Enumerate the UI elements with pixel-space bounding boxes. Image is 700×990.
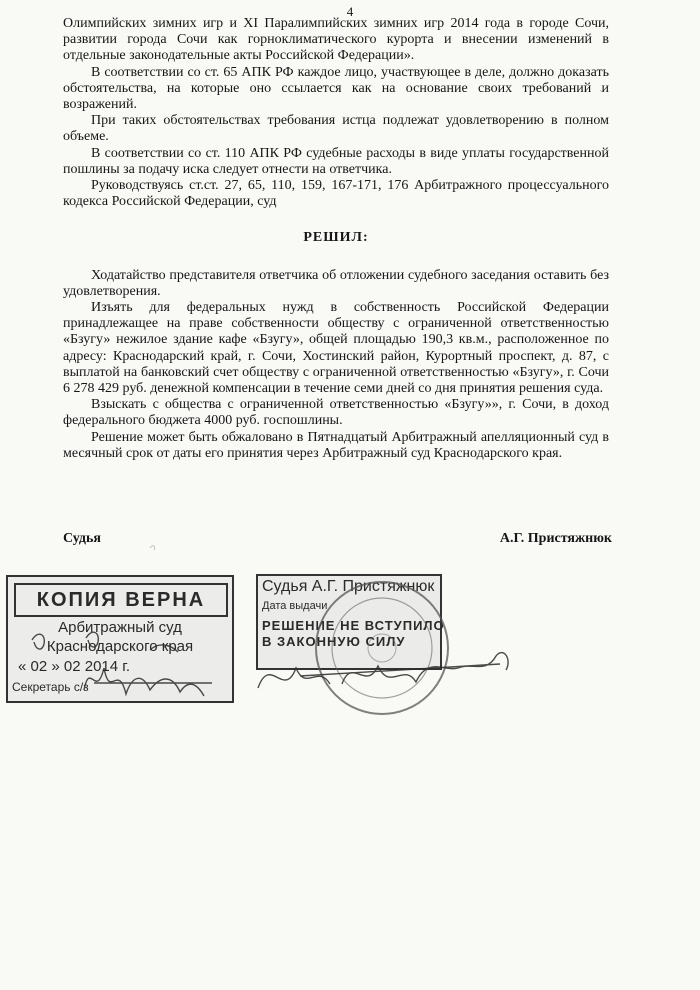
signature-name: А.Г. Пристяжнюк xyxy=(499,531,612,546)
paragraph: Руководствуясь ст.ст. 27, 65, 110, 159, 167-171, 176 Арбитражного процессуального кодекса Российской Федерации, суд xyxy=(63,178,609,210)
paragraph: В соответствии со ст. 65 АПК РФ каждое лицо, участвующее в деле, должно доказать обстоятельства, на которые оно ссылается как на основание своих требований и возражений. xyxy=(63,64,609,113)
decision-heading: РЕШИЛ: xyxy=(303,230,369,246)
stamp-secretary: Секретарь с/з xyxy=(12,680,89,694)
decision-paragraph: Взыскать с общества с ограниченной ответственностью «Бзугу»», г. Сочи, в доход федерального бюджета 4000 руб. госпошлины. xyxy=(63,397,609,429)
stamp-title: КОПИЯ ВЕРНА xyxy=(14,583,228,617)
paragraph: При таких обстоятельствах требования истца подлежат удовлетворению в полном объеме. xyxy=(63,113,609,145)
paragraph: Олимпийских зимних игр и XI Паралимпийских зимних игр 2014 года в городе Сочи, развитии города Сочи как горноклиматического курорта и внесении изменений в отдельные законодательные акты Российской Федерации». xyxy=(63,16,609,64)
signature-title: Судья xyxy=(63,531,101,546)
page-number: 4 xyxy=(346,4,354,19)
stamp-court: Арбитражный суд xyxy=(58,619,182,636)
paragraph: В соответствии со ст. 110 АПК РФ судебные расходы в виде уплаты государственной пошлины за подачу иска следует отнести на ответчика. xyxy=(63,145,609,177)
stamp-issue-date: Дата выдачи xyxy=(262,600,328,612)
decision-paragraph: Решение может быть обжаловано в Пятнадцатый Арбитражный апелляционный суд в месячный срок от даты его принятия через Арбитражный суд Краснодарского края. xyxy=(63,429,609,461)
stamp-judge-name: Судья А.Г. Пристяжнюк xyxy=(262,578,435,595)
stamp-date: « 02 » 02 2014 г. xyxy=(18,658,131,675)
stamp-decision-line2: В ЗАКОННУЮ СИЛУ xyxy=(262,634,406,649)
decision-paragraph: Ходатайство представителя ответчика об отложении судебного заседания оставить без удовлетворения. xyxy=(63,267,609,299)
stamp-decision-line1: РЕШЕНИЕ НЕ ВСТУПИЛО xyxy=(262,618,445,633)
stamp-region: Краснодарского края xyxy=(46,638,194,655)
decision-paragraph: Изъять для федеральных нужд в собственность Российской Федерации принадлежащее на праве собственности обществу с ограниченной ответственностью «Бзугу» нежилое здание кафе «Бзугу», общей площадью 190,3 кв.м., расположенное по адресу: Краснодарский край, г. Сочи, Хостинский район, Курортный проспект, д. 87, с выплатой на банковский счет обществу с ограниченной ответственностью «Бзугу», г. Сочи 6 278 429 руб. денежной компенсации в течение семи дней со дня принятия решения суда. xyxy=(63,300,609,397)
